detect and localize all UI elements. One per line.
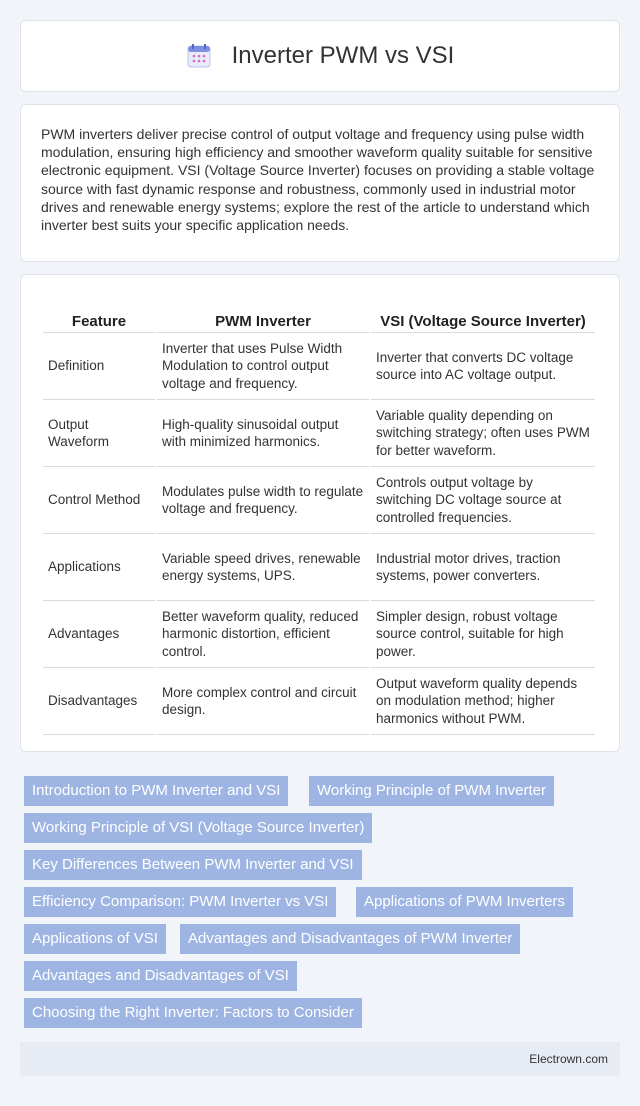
table-header-row	[43, 299, 595, 333]
footer	[20, 1042, 620, 1076]
tag-link[interactable]: Efficiency Comparison: PWM Inverter vs VSI	[24, 887, 336, 917]
tag-link[interactable]: Choosing the Right Inverter: Factors to Consider	[24, 998, 362, 1028]
header-pwm: PWM Inverter	[157, 299, 369, 333]
table-row	[43, 467, 595, 534]
tag-link[interactable]: Advantages and Disadvantages of VSI	[24, 961, 297, 991]
row-pwm: More complex control and circuit design.	[157, 668, 369, 735]
row-feature: Disadvantages	[43, 668, 155, 735]
row-pwm: Better waveform quality, reduced harmonic distortion, efficient control.	[157, 601, 369, 668]
table-row	[43, 400, 595, 467]
row-vsi: Simpler design, robust voltage source control, suitable for high power.	[371, 601, 595, 668]
row-vsi: Variable quality depending on switching strategy; often uses PWM for better waveform.	[371, 400, 595, 467]
intro-card	[20, 104, 620, 262]
row-feature: Control Method	[43, 467, 155, 534]
row-vsi: Controls output voltage by switching DC voltage source at controlled frequencies.	[371, 467, 595, 534]
table-row	[43, 534, 595, 601]
row-feature: Definition	[43, 333, 155, 400]
intro-text: PWM inverters deliver precise control of output voltage and frequency using pulse width modulation, ensuring high efficiency and smoother waveform quality suitable for sensitive electronic equipment. VSI (Voltage Source Inverter) focuses on providing a stable voltage source with fast dynamic response and robustness, commonly used in industrial motor drives and renewable energy systems; explore the rest of the article to understand which inverter best suits your specific application needs.	[41, 126, 595, 234]
table-row	[43, 601, 595, 668]
tag-link[interactable]: Applications of PWM Inverters	[356, 887, 573, 917]
row-vsi: Output waveform quality depends on modulation method; higher harmonics without PWM.	[371, 668, 595, 735]
header-feature: Feature	[43, 299, 155, 333]
comparison-table	[41, 299, 597, 735]
row-vsi: Industrial motor drives, traction systems, power converters.	[371, 534, 595, 601]
row-vsi: Inverter that converts DC voltage source into AC voltage output.	[371, 333, 595, 400]
row-pwm: Modulates pulse width to regulate voltage and frequency.	[157, 467, 369, 534]
row-feature: Advantages	[43, 601, 155, 668]
table-row	[43, 668, 595, 735]
table-row	[43, 333, 595, 400]
tag-link[interactable]: Introduction to PWM Inverter and VSI	[24, 776, 288, 806]
comparison-table-card	[20, 274, 620, 752]
tag-link[interactable]: Advantages and Disadvantages of PWM Inverter	[180, 924, 520, 954]
tag-link[interactable]: Working Principle of PWM Inverter	[309, 776, 554, 806]
footer-site: Electrown.com	[529, 1052, 608, 1066]
row-pwm: High-quality sinusoidal output with minimized harmonics.	[157, 400, 369, 467]
page-title: Inverter PWM vs VSI	[231, 42, 455, 69]
title-card	[20, 20, 620, 92]
tag-link[interactable]: Key Differences Between PWM Inverter and VSI	[24, 850, 362, 880]
tag-link[interactable]: Applications of VSI	[24, 924, 166, 954]
row-feature: Applications	[43, 534, 155, 601]
calendar-icon	[186, 43, 212, 69]
row-pwm: Inverter that uses Pulse Width Modulation to control output voltage and frequency.	[157, 333, 369, 400]
tag-link[interactable]: Working Principle of VSI (Voltage Source Inverter)	[24, 813, 372, 843]
header-vsi: VSI (Voltage Source Inverter)	[371, 299, 595, 333]
row-pwm: Variable speed drives, renewable energy systems, UPS.	[157, 534, 369, 601]
row-feature: Output Waveform	[43, 400, 155, 467]
